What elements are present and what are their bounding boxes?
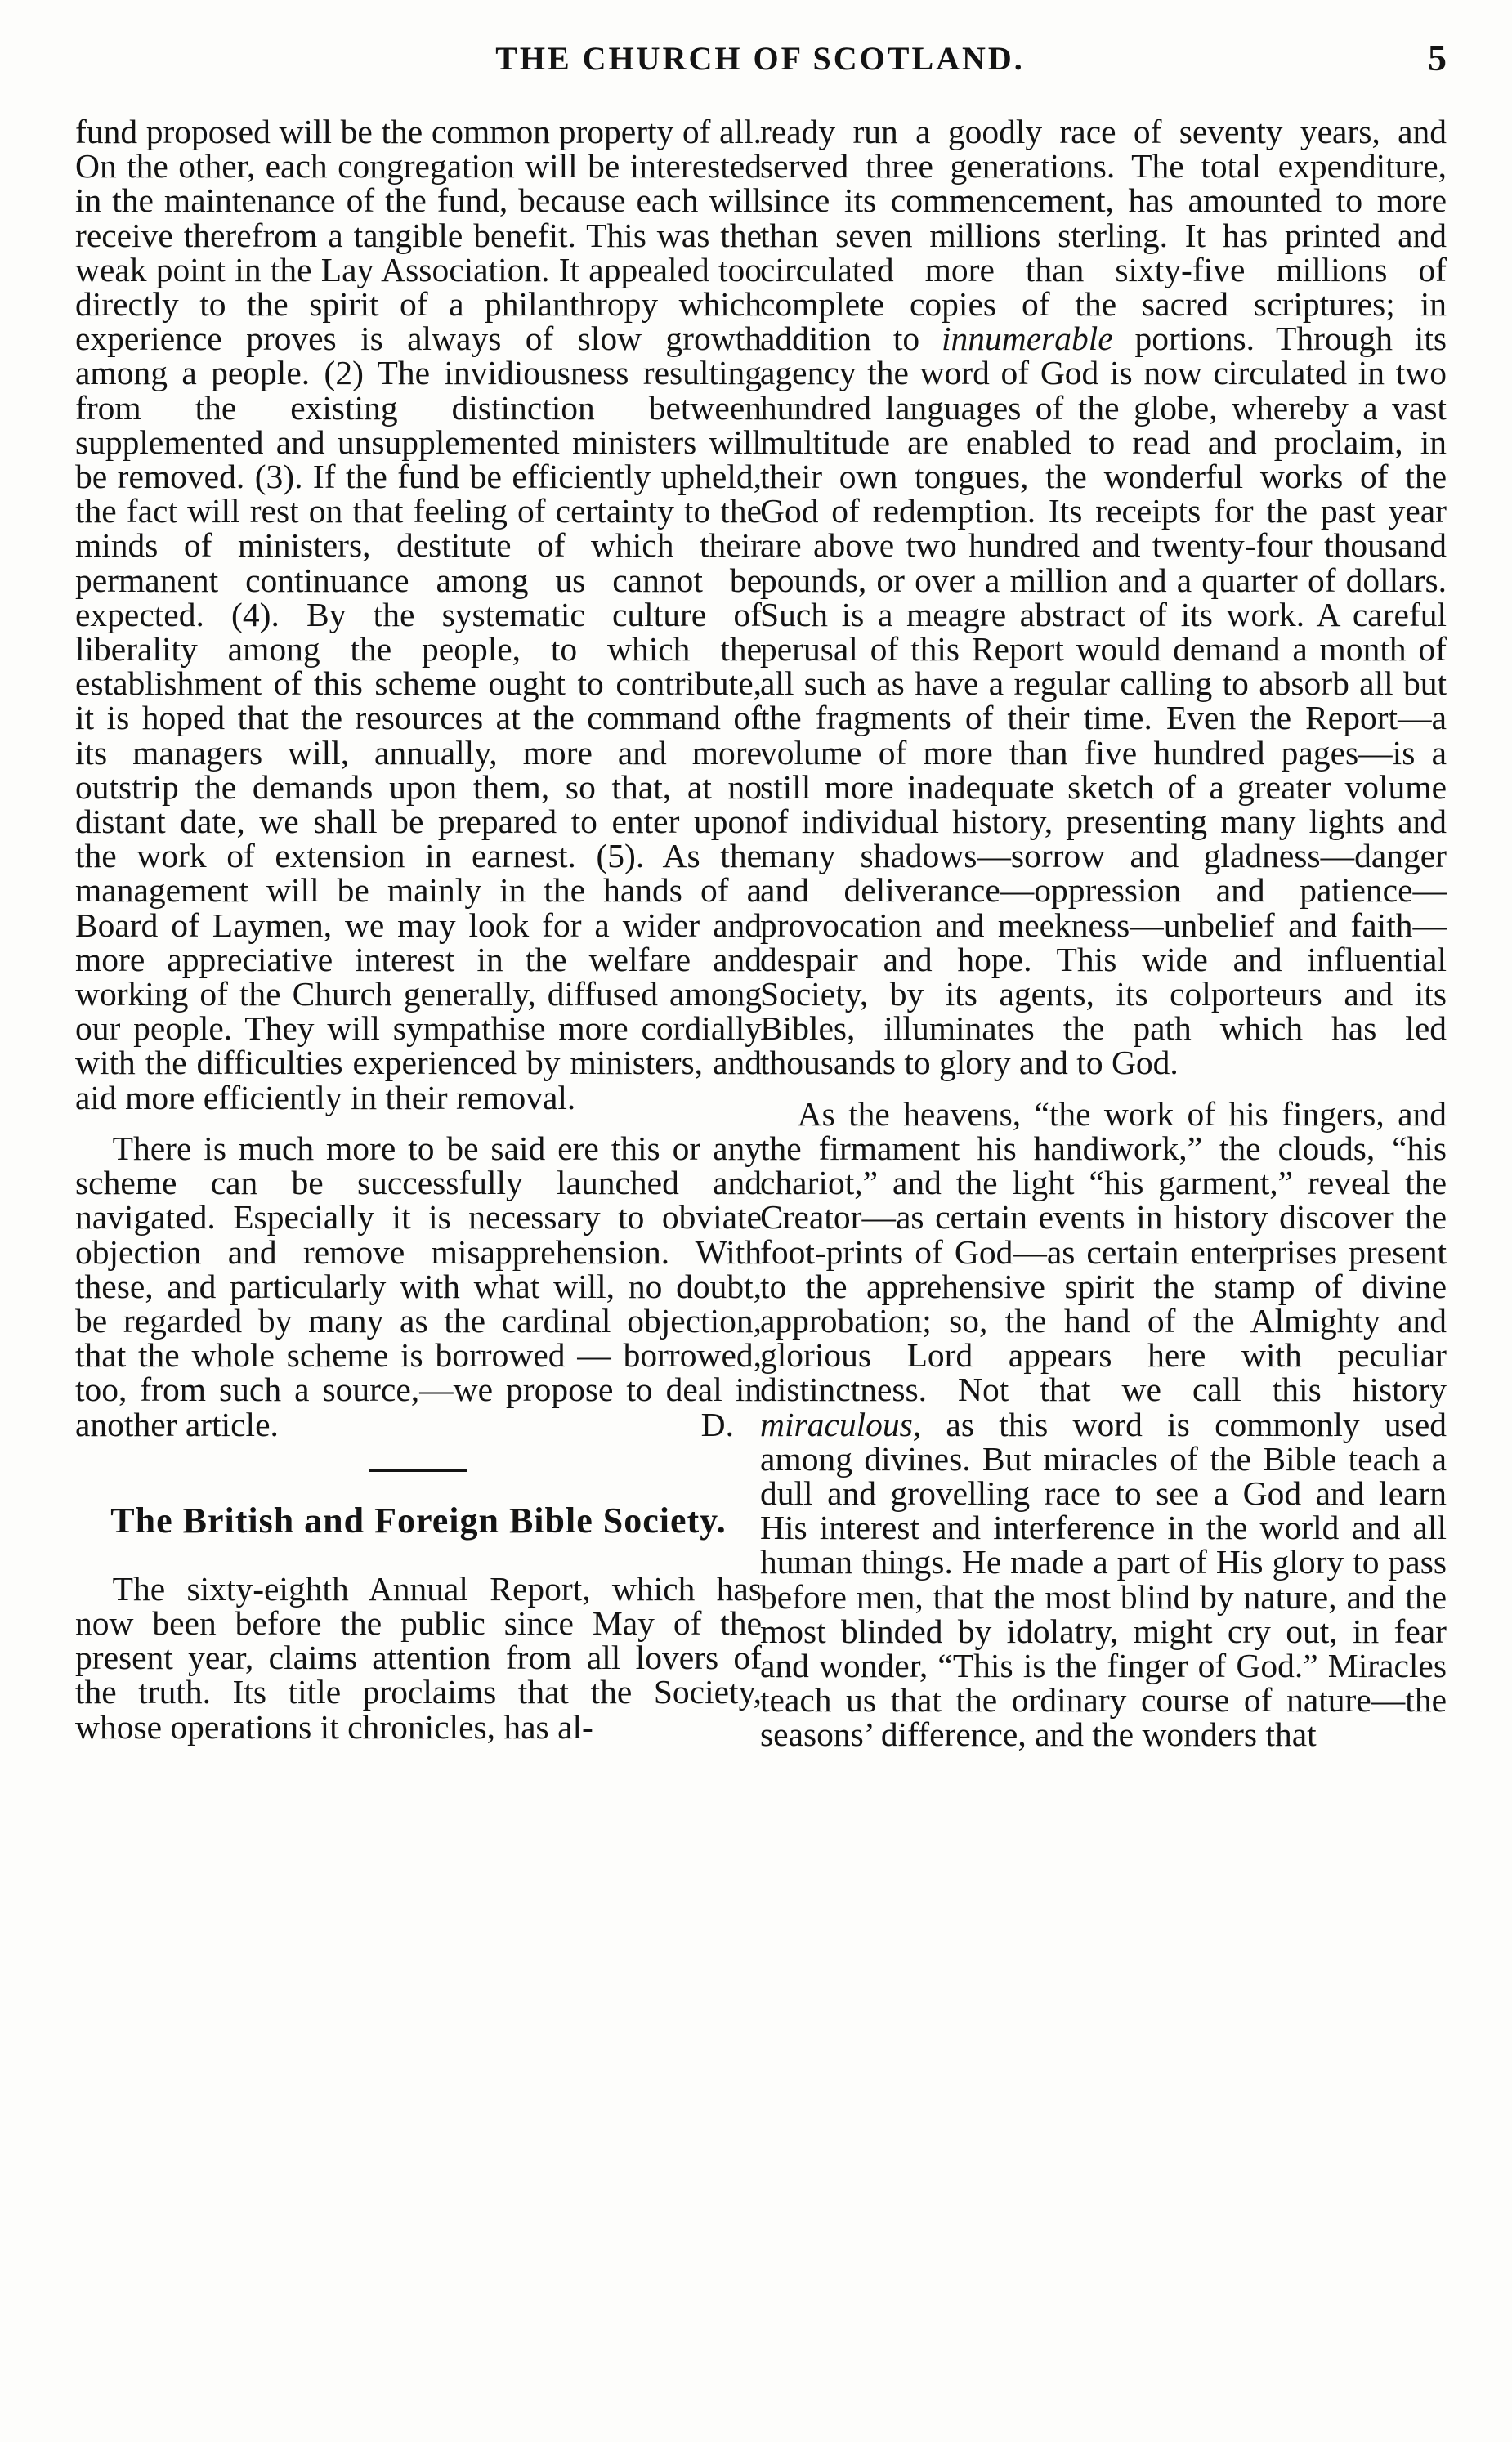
paragraph-bible-society-stats: [760, 114, 1447, 1080]
right-column: [760, 114, 1447, 1752]
emphasis-text: miraculous,: [760, 1405, 922, 1443]
closing-text: There is much more to be said ere this or any scheme can be successfully launched and navigated. Especially it is necessary to obviate objection and remove misapprehension. With these, and particularly with what will, no doubt, be regarded by many as the cardinal objection, that the whole scheme is borrowed — borrowed, too, from such a source,—we propose to deal in another article.: [75, 1129, 762, 1443]
paragraph-bible-society-intro: The sixty-eighth Annual Report, which has now been before the public since May of the present year, claims attention from all lovers of the truth. Its title proclaims that the Society, whose operations it chronicles, has al-: [75, 1569, 762, 1746]
running-head: [74, 39, 1447, 88]
text-run: portions. Through its agency the word of God is now circulated in two hundred languages of the globe, whereby a vast multitude are enabled to read and proclaim, in their own tongues, the wonderful works of the God of redemption. Its receipts for the past year are above two hundred and twenty-four thousand pounds, or over a million and a quarter of dollars. Such is a meagre abstract of its work. A careful perusal of this Report would demand a month of all such as have a regular calling to absorb all but the fragments of their time. Even the Report—a volume of more than five hundred pages—is a still more inadequate sketch of a greater volume of individual history, presenting many lights and many shadows—sorrow and gladness—danger and deliverance—oppression and patience—provocation and meekness—unbelief and faith—despair and hope. This wide and influential Society, by its agents, its colporteurs and its Bibles, illuminates the path which has led thousands to glory and to God.: [760, 320, 1447, 1082]
left-column: [75, 114, 762, 1744]
text-run: as this word is commonly used among divines. But miracles of the Bible teach a dull and grovelling race to see a God and learn His interest and interference in the world and all human things. He made a part of His glory to pass before men, that the most blind by nature, and the most blinded by idolatry, might cry out, in fear and wonder, “This is the finger of God.” Miracles teach us that the ordinary course of nature—the seasons’ difference, and the wonders that: [760, 1405, 1447, 1754]
paragraph-closing: [75, 1131, 762, 1442]
text-run: As the heavens, “the work of his fingers, and the firmament his handiwork,” the clouds, “his chariot,” and the light “his garment,” reveal the Creator—as certain events in history discover the foot-prints of God—as certain enterprises present to the apprehensive spirit the stamp of divine approbation; so, the hand of the Almighty and glorious Lord appears here with peculiar distinctness. Not that we call this history: [760, 1094, 1447, 1409]
paragraph-heavens: [760, 1094, 1447, 1754]
section-divider: [369, 1469, 467, 1472]
author-signature: D.: [700, 1405, 734, 1443]
text-run: ready run a goodly race of seventy years, and served three generations. The total expenditure, since its commencement, has amounted to more than seven millions sterling. It has printed and circulated more than sixty-five millions of complete copies of the sacred scriptures; in addition to: [760, 113, 1447, 358]
page-number: 5: [1428, 37, 1447, 78]
running-title: THE CHURCH OF SCOTLAND.: [495, 40, 1025, 77]
emphasis-text: innumerable: [941, 320, 1113, 358]
paragraph-continued: fund proposed will be the common property of all. On the other, each congregation will be interested in the maintenance of the fund, because each will receive therefrom a tangible benefit. This was the weak point in the Lay Association. It appealed too directly to the spirit of a philanthropy which experience proves is always of slow growth among a people. (2) The invidiousness resulting from the existing distinction between supplemented and unsupplemented ministers will be removed. (3). If the fund be efficiently upheld, the fact will rest on that feeling of certainty to the minds of ministers, destitute of which their permanent continuance among us cannot be expected. (4). By the systematic culture of liberality among the people, to which the establishment of this scheme ought to contribute, it is hoped that the resources at the command of its managers will, annually, more and more outstrip the demands upon them, so that, at no distant date, we shall be prepared to enter upon the work of extension in earnest. (5). As the management will be mainly in the hands of a Board of Laymen, we may look for a wider and more appreciative interest in the welfare and working of the Church generally, diffused among our people. They will sympathise more cordially with the difficulties experienced by ministers, and aid more efficiently in their removal.: [75, 113, 762, 1116]
section-heading: The British and Foreign Bible Society.: [110, 1500, 727, 1541]
